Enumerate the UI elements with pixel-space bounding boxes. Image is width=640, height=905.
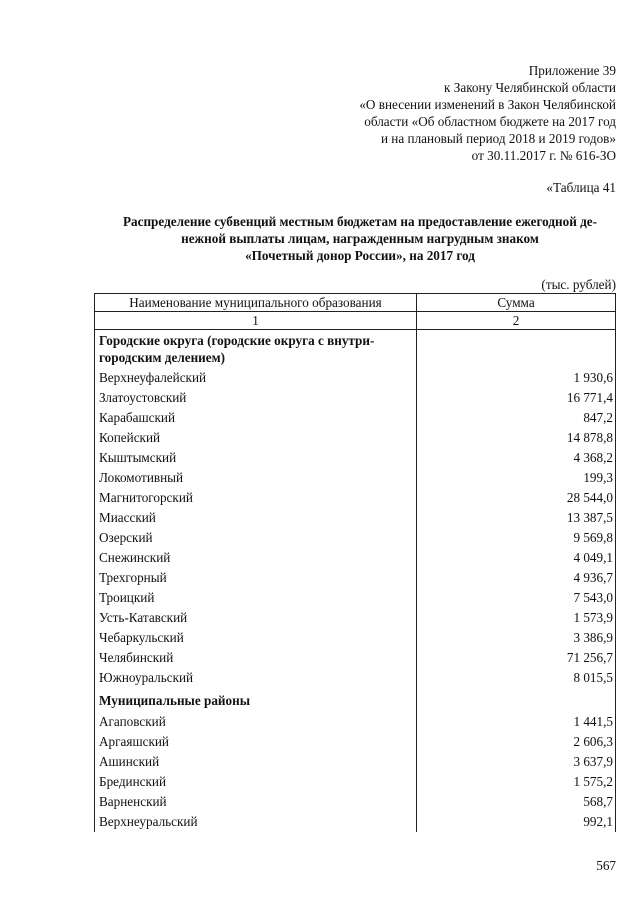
header-line: к Закону Челябинской области	[444, 80, 616, 95]
amount-value: 4 368,2	[417, 448, 616, 468]
amount-value: 8 015,5	[417, 668, 616, 688]
amount-value: 4 936,7	[417, 568, 616, 588]
amount-value: 2 606,3	[417, 732, 616, 752]
table-row	[95, 448, 616, 468]
amount-value: 1 573,9	[417, 608, 616, 628]
units-label: (тыс. рублей)	[541, 277, 616, 292]
table-row	[95, 568, 616, 588]
municipality-name: Трехгорный	[95, 568, 417, 588]
municipality-name: Верхнеуфалейский	[95, 368, 417, 388]
title-line: нежной выплаты лицам, награжденным нагрудным знаком	[181, 231, 539, 246]
amount-value: 9 569,8	[417, 528, 616, 548]
subvention-table	[94, 293, 616, 832]
municipality-name: Магнитогорский	[95, 488, 417, 508]
table-row	[95, 608, 616, 628]
municipality-name: Брединский	[95, 772, 417, 792]
municipality-name: Снежинский	[95, 548, 417, 568]
header-line: Приложение 39	[528, 63, 616, 78]
municipality-name: Челябинский	[95, 648, 417, 668]
amount-value: 3 637,9	[417, 752, 616, 772]
table-row	[95, 812, 616, 832]
table-row	[95, 752, 616, 772]
municipality-name: Аргаяшский	[95, 732, 417, 752]
amount-value: 199,3	[417, 468, 616, 488]
table-row	[95, 388, 616, 408]
column-number-row	[95, 312, 616, 330]
municipality-name: Городские округа (городские округа с внутри-городским делением)	[95, 330, 417, 369]
table-row	[95, 428, 616, 448]
municipality-name: Копейский	[95, 428, 417, 448]
amount-value: 992,1	[417, 812, 616, 832]
amount-value	[417, 688, 616, 712]
title-line: «Почетный донор России», на 2017 год	[245, 248, 475, 263]
appendix-header	[359, 62, 616, 164]
municipality-name: Миасский	[95, 508, 417, 528]
table-row	[95, 588, 616, 608]
table-row	[95, 508, 616, 528]
municipality-name: Троицкий	[95, 588, 417, 608]
section-row	[95, 688, 616, 712]
header-line: области «Об областном бюджете на 2017 год	[364, 114, 616, 129]
table-row	[95, 792, 616, 812]
table-row	[95, 648, 616, 668]
amount-value: 71 256,7	[417, 648, 616, 668]
amount-value: 16 771,4	[417, 388, 616, 408]
table-row	[95, 468, 616, 488]
amount-value	[417, 330, 616, 369]
municipality-name: Карабашский	[95, 408, 417, 428]
table-row	[95, 528, 616, 548]
table-reference: «Таблица 41	[546, 180, 616, 195]
column-number: 1	[95, 312, 417, 330]
amount-value: 1 441,5	[417, 712, 616, 732]
amount-value: 1 930,6	[417, 368, 616, 388]
municipality-name: Ашинский	[95, 752, 417, 772]
municipality-name: Агаповский	[95, 712, 417, 732]
table-row	[95, 712, 616, 732]
municipality-name: Кыштымский	[95, 448, 417, 468]
amount-value: 7 543,0	[417, 588, 616, 608]
amount-value: 28 544,0	[417, 488, 616, 508]
amount-value: 847,2	[417, 408, 616, 428]
column-header-name: Наименование муниципального образования	[95, 294, 417, 312]
table-header-row	[95, 294, 616, 312]
column-header-sum: Сумма	[417, 294, 616, 312]
amount-value: 4 049,1	[417, 548, 616, 568]
title-line: Распределение субвенций местным бюджетам на предоставление ежегодной де-	[122, 214, 598, 229]
amount-value: 14 878,8	[417, 428, 616, 448]
municipality-name: Усть-Катавский	[95, 608, 417, 628]
amount-value: 1 575,2	[417, 772, 616, 792]
header-line: «О внесении изменений в Закон Челябинской	[359, 97, 616, 112]
municipality-name: Верхнеуральский	[95, 812, 417, 832]
amount-value: 568,7	[417, 792, 616, 812]
table-row	[95, 732, 616, 752]
table-row	[95, 408, 616, 428]
municipality-name: Южноуральский	[95, 668, 417, 688]
table-row	[95, 628, 616, 648]
municipality-name: Чебаркульский	[95, 628, 417, 648]
amount-value: 3 386,9	[417, 628, 616, 648]
page-number: 567	[596, 858, 616, 873]
table-row	[95, 368, 616, 388]
municipality-name: Муниципальные районы	[95, 688, 417, 712]
municipality-name: Озерский	[95, 528, 417, 548]
municipality-name: Варненский	[95, 792, 417, 812]
document-title	[90, 213, 630, 264]
municipality-name: Локомотивный	[95, 468, 417, 488]
table-body	[95, 330, 616, 833]
header-line: и на плановый период 2018 и 2019 годов»	[380, 131, 616, 146]
amount-value: 13 387,5	[417, 508, 616, 528]
header-line: от 30.11.2017 г. № 616-ЗО	[471, 148, 616, 163]
table-row	[95, 772, 616, 792]
table-row	[95, 668, 616, 688]
column-number: 2	[417, 312, 616, 330]
municipality-name: Златоустовский	[95, 388, 417, 408]
section-row	[95, 330, 616, 369]
table-row	[95, 488, 616, 508]
table-row	[95, 548, 616, 568]
